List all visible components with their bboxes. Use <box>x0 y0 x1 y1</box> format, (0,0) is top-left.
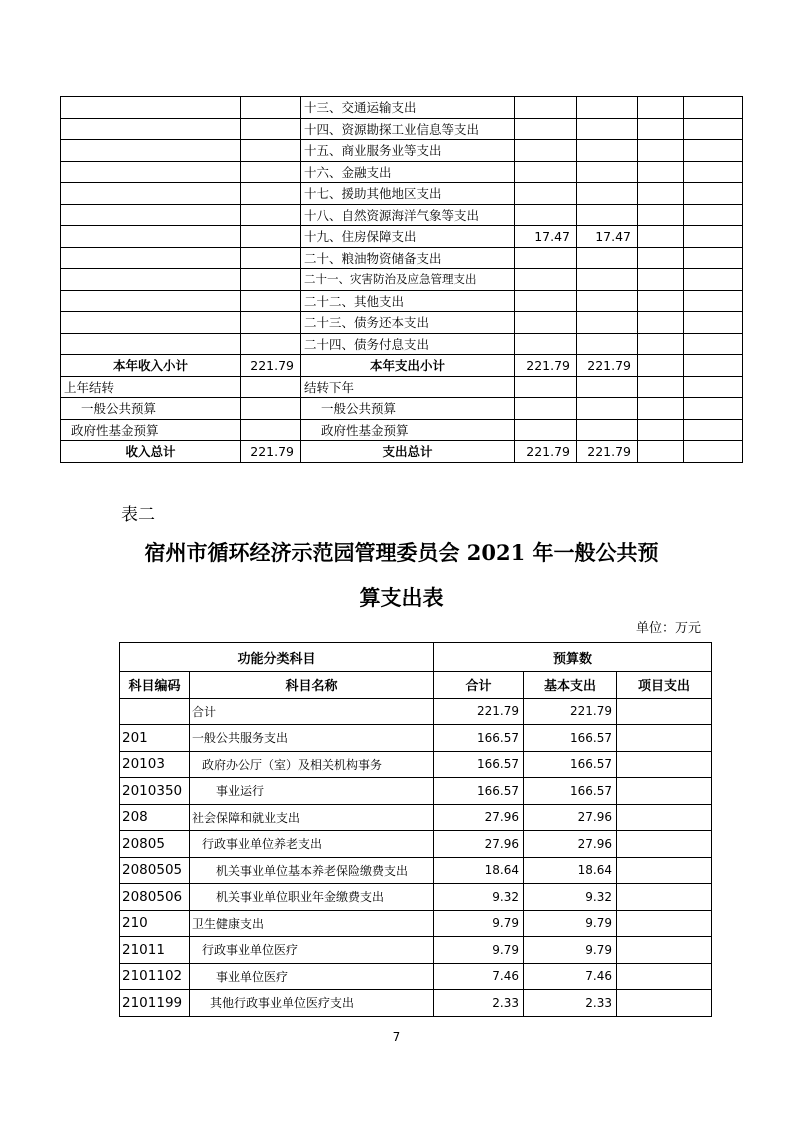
header-function-category: 功能分类科目 <box>120 643 434 672</box>
general-budget-in-label: 一般公共预算 <box>61 398 241 420</box>
expense-item-label: 二十、粮油物资储备支出 <box>301 247 515 269</box>
subject-name: 事业单位医疗 <box>190 963 434 990</box>
expenditure-table <box>119 642 712 1017</box>
total-value: 7.46 <box>434 963 524 990</box>
table-row <box>61 140 743 162</box>
cell <box>241 118 301 140</box>
subject-name: 行政事业单位医疗 <box>190 937 434 964</box>
header-project: 项目支出 <box>617 672 712 699</box>
expense-value-b <box>577 97 638 119</box>
table-row <box>120 725 712 752</box>
cell <box>61 312 241 334</box>
table-row <box>61 269 743 291</box>
cell <box>684 204 743 226</box>
cell <box>638 183 684 205</box>
table-row <box>61 183 743 205</box>
cell <box>241 247 301 269</box>
cell <box>515 419 577 441</box>
expense-value-a <box>515 97 577 119</box>
income-expense-summary <box>61 355 743 463</box>
cell <box>241 269 301 291</box>
cell <box>241 419 301 441</box>
cell <box>577 376 638 398</box>
subject-code: 2080505 <box>120 857 190 884</box>
subject-code: 2010350 <box>120 778 190 805</box>
project-value <box>617 884 712 911</box>
cell <box>684 376 743 398</box>
cell <box>684 97 743 119</box>
total-value: 9.79 <box>434 937 524 964</box>
cell <box>638 97 684 119</box>
expense-item-label: 二十二、其他支出 <box>301 290 515 312</box>
expense-value-a: 17.47 <box>515 226 577 248</box>
project-value <box>617 725 712 752</box>
expense-subtotal-a: 221.79 <box>515 355 577 377</box>
table-row <box>61 97 743 119</box>
total-value: 166.57 <box>434 725 524 752</box>
expense-value-b <box>577 269 638 291</box>
cell <box>61 140 241 162</box>
table-row <box>61 161 743 183</box>
cell <box>638 312 684 334</box>
unit-label: 单位：万元 <box>635 621 701 636</box>
basic-value: 9.79 <box>524 910 617 937</box>
expense-value-b <box>577 161 638 183</box>
table-row <box>120 831 712 858</box>
page-title-line-2: 算支出表 <box>359 585 444 610</box>
cell <box>684 183 743 205</box>
total-value: 9.32 <box>434 884 524 911</box>
income-subtotal-label: 本年收入小计 <box>61 355 241 377</box>
expense-item-label: 十五、商业服务业等支出 <box>301 140 515 162</box>
expense-value-a <box>515 333 577 355</box>
cell <box>684 333 743 355</box>
expense-value-a <box>515 183 577 205</box>
table-row <box>61 376 743 398</box>
total-value: 221.79 <box>434 698 524 725</box>
gov-fund-in-label: 政府性基金预算 <box>61 419 241 441</box>
cell <box>241 226 301 248</box>
cell <box>684 247 743 269</box>
cell <box>61 97 241 119</box>
expense-value-b <box>577 204 638 226</box>
table-row <box>61 204 743 226</box>
table-row <box>120 778 712 805</box>
subject-code: 2101102 <box>120 963 190 990</box>
expense-value-b <box>577 333 638 355</box>
expense-item-label: 十四、资源勘探工业信息等支出 <box>301 118 515 140</box>
cell <box>61 226 241 248</box>
basic-value: 166.57 <box>524 778 617 805</box>
cell <box>638 247 684 269</box>
subject-code: 21011 <box>120 937 190 964</box>
cell <box>638 161 684 183</box>
cell <box>241 204 301 226</box>
cell <box>577 419 638 441</box>
table-row <box>61 226 743 248</box>
total-value: 9.79 <box>434 910 524 937</box>
expense-item-label: 二十三、债务还本支出 <box>301 312 515 334</box>
cell <box>515 376 577 398</box>
total-value: 27.96 <box>434 804 524 831</box>
carry-in-label: 上年结转 <box>61 376 241 398</box>
expense-value-a <box>515 269 577 291</box>
project-value <box>617 990 712 1017</box>
basic-value: 7.46 <box>524 963 617 990</box>
table-row <box>120 990 712 1017</box>
project-value <box>617 857 712 884</box>
cell <box>241 312 301 334</box>
subject-name: 政府办公厅（室）及相关机构事务 <box>190 751 434 778</box>
expense-value-b <box>577 118 638 140</box>
project-value <box>617 910 712 937</box>
project-value <box>617 698 712 725</box>
table-header-row <box>120 643 712 672</box>
expense-item-label: 十六、金融支出 <box>301 161 515 183</box>
gov-fund-out-label: 政府性基金预算 <box>301 419 515 441</box>
subject-name: 社会保障和就业支出 <box>190 804 434 831</box>
cell <box>638 269 684 291</box>
header-budget: 预算数 <box>434 643 712 672</box>
subject-name: 事业运行 <box>190 778 434 805</box>
table-row <box>61 247 743 269</box>
expense-subtotal-b: 221.79 <box>577 355 638 377</box>
cell <box>684 290 743 312</box>
income-subtotal-value: 221.79 <box>241 355 301 377</box>
basic-value: 166.57 <box>524 725 617 752</box>
cell <box>61 161 241 183</box>
expense-value-b: 17.47 <box>577 226 638 248</box>
expense-item-label: 十七、援助其他地区支出 <box>301 183 515 205</box>
expense-value-a <box>515 247 577 269</box>
cell <box>684 312 743 334</box>
table-row <box>120 857 712 884</box>
cell <box>241 97 301 119</box>
table-caption: 表二 <box>121 505 155 525</box>
table-header-row <box>120 672 712 699</box>
cell <box>638 419 684 441</box>
total-value: 166.57 <box>434 751 524 778</box>
basic-value: 166.57 <box>524 751 617 778</box>
cell <box>241 376 301 398</box>
cell <box>241 183 301 205</box>
expense-item-label: 二十一、灾害防治及应急管理支出 <box>301 269 515 291</box>
subject-code: 20805 <box>120 831 190 858</box>
cell <box>61 204 241 226</box>
expenditure-table-header <box>120 643 712 699</box>
project-value <box>617 804 712 831</box>
cell <box>684 269 743 291</box>
expense-item-label: 二十四、债务付息支出 <box>301 333 515 355</box>
subject-code: 210 <box>120 910 190 937</box>
subject-name: 合计 <box>190 698 434 725</box>
cell <box>684 398 743 420</box>
table-row <box>61 118 743 140</box>
table-row <box>120 910 712 937</box>
cell <box>241 290 301 312</box>
subject-code: 2101199 <box>120 990 190 1017</box>
expense-total-a: 221.79 <box>515 441 577 463</box>
expense-value-b <box>577 247 638 269</box>
basic-value: 9.32 <box>524 884 617 911</box>
cell <box>638 140 684 162</box>
cell <box>515 398 577 420</box>
header-total: 合计 <box>434 672 524 699</box>
table-row <box>120 751 712 778</box>
subject-code <box>120 698 190 725</box>
income-total-label: 收入总计 <box>61 441 241 463</box>
cell <box>638 355 684 377</box>
income-total-value: 221.79 <box>241 441 301 463</box>
subject-code: 20103 <box>120 751 190 778</box>
table-row <box>61 312 743 334</box>
cell <box>638 376 684 398</box>
expense-value-b <box>577 140 638 162</box>
total-value: 27.96 <box>434 831 524 858</box>
cell <box>61 183 241 205</box>
income-expense-table-body <box>61 97 743 355</box>
cell <box>638 204 684 226</box>
expense-value-b <box>577 312 638 334</box>
cell <box>684 355 743 377</box>
expense-value-b <box>577 183 638 205</box>
cell <box>638 226 684 248</box>
cell <box>577 398 638 420</box>
project-value <box>617 937 712 964</box>
cell <box>638 290 684 312</box>
income-expense-table <box>60 96 743 463</box>
table-row <box>61 355 743 377</box>
expense-subtotal-label: 本年支出小计 <box>301 355 515 377</box>
subject-name: 卫生健康支出 <box>190 910 434 937</box>
page-number: 7 <box>392 1030 401 1044</box>
cell <box>638 333 684 355</box>
total-value: 166.57 <box>434 778 524 805</box>
cell <box>241 333 301 355</box>
cell <box>61 290 241 312</box>
expense-item-label: 十八、自然资源海洋气象等支出 <box>301 204 515 226</box>
expense-value-a <box>515 290 577 312</box>
subject-code: 208 <box>120 804 190 831</box>
table-row <box>61 419 743 441</box>
expense-value-a <box>515 140 577 162</box>
cell <box>684 118 743 140</box>
basic-value: 27.96 <box>524 804 617 831</box>
subject-name: 机关事业单位职业年金缴费支出 <box>190 884 434 911</box>
basic-value: 9.79 <box>524 937 617 964</box>
project-value <box>617 963 712 990</box>
expense-item-label: 十三、交通运输支出 <box>301 97 515 119</box>
cell <box>61 247 241 269</box>
cell <box>684 226 743 248</box>
subject-name: 一般公共服务支出 <box>190 725 434 752</box>
project-value <box>617 751 712 778</box>
header-basic: 基本支出 <box>524 672 617 699</box>
subject-name: 机关事业单位基本养老保险缴费支出 <box>190 857 434 884</box>
cell <box>241 140 301 162</box>
cell <box>241 398 301 420</box>
table-row <box>120 804 712 831</box>
expense-total-b: 221.79 <box>577 441 638 463</box>
expense-item-label: 十九、住房保障支出 <box>301 226 515 248</box>
header-name: 科目名称 <box>190 672 434 699</box>
table-row <box>120 963 712 990</box>
cell <box>684 140 743 162</box>
cell <box>61 118 241 140</box>
basic-value: 18.64 <box>524 857 617 884</box>
basic-value: 221.79 <box>524 698 617 725</box>
subject-name: 其他行政事业单位医疗支出 <box>190 990 434 1017</box>
expense-value-a <box>515 204 577 226</box>
cell <box>638 441 684 463</box>
table-row <box>61 398 743 420</box>
table-row <box>120 884 712 911</box>
expense-value-a <box>515 312 577 334</box>
basic-value: 27.96 <box>524 831 617 858</box>
basic-value: 2.33 <box>524 990 617 1017</box>
table-row <box>61 333 743 355</box>
table-row <box>120 937 712 964</box>
header-code: 科目编码 <box>120 672 190 699</box>
table-row <box>120 698 712 725</box>
cell <box>61 333 241 355</box>
table-row <box>61 290 743 312</box>
cell <box>684 161 743 183</box>
total-value: 2.33 <box>434 990 524 1017</box>
cell <box>241 161 301 183</box>
subject-code: 2080506 <box>120 884 190 911</box>
cell <box>684 419 743 441</box>
expense-value-b <box>577 290 638 312</box>
expense-total-label: 支出总计 <box>301 441 515 463</box>
cell <box>61 269 241 291</box>
total-value: 18.64 <box>434 857 524 884</box>
general-budget-out-label: 一般公共预算 <box>301 398 515 420</box>
expense-value-a <box>515 161 577 183</box>
expense-value-a <box>515 118 577 140</box>
page-title-line-1: 宿州市循环经济示范园管理委员会 2021 年一般公共预 <box>144 540 659 565</box>
expenditure-table-body <box>120 698 712 1016</box>
cell <box>638 398 684 420</box>
cell <box>684 441 743 463</box>
subject-code: 201 <box>120 725 190 752</box>
project-value <box>617 778 712 805</box>
subject-name: 行政事业单位养老支出 <box>190 831 434 858</box>
carry-out-label: 结转下年 <box>301 376 515 398</box>
table-row <box>61 441 743 463</box>
project-value <box>617 831 712 858</box>
cell <box>638 118 684 140</box>
